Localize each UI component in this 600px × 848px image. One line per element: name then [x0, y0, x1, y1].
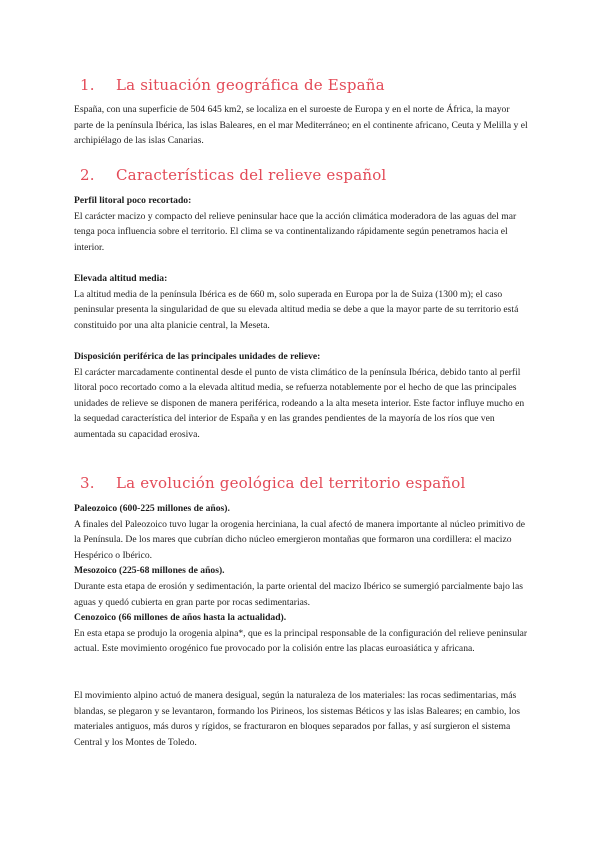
section-heading [74, 166, 530, 190]
paragraph: La altitud media de la península Ibérica es de 660 m, solo superada en Europa por la de Suiza (1300 m); el caso peninsular presenta la singularidad de que su elevada altitud media se debe a que la mayor parte de su territorio está constituido por una alta planicie central, la Meseta. [74, 288, 519, 331]
paragraph: En esta etapa se produjo la orogenia alpina*, que es la principal responsable de la configuración del relieve peninsular actual. Este movimiento orogénico fue provocado por la colisión entre las placas euroasiática y africana. [74, 627, 528, 655]
subheading: Paleozoico (600-225 millones de años). [74, 503, 230, 514]
section-situacion [74, 76, 530, 149]
section-paragraph: España, con una superficie de 504 645 km2, se localiza en el suroeste de Europa y en el norte de África, la mayor parte de la península Ibérica, las islas Baleares, en el mar Mediterráneo; en el continente africano, Ceuta y Melilla y el archipiélago de las islas Canarias. [74, 104, 528, 147]
paragraph: El carácter macizo y compacto del relieve peninsular hace que la acción climática moderadora de las aguas del mar tenga poca influencia sobre el territorio. El clima se va continentalizando rápidamente según penetramos hacia el interior. [74, 210, 517, 253]
subheading: Disposición periférica de las principales unidades de relieve: [74, 350, 321, 362]
paragraph: A finales del Paleozoico tuvo lugar la orogenia herciniana, la cual afectó de manera importante al núcleo primitivo de la Península. De los mares que cubrían dicho núcleo emergieron montañas que formaron una cordillera: el macizo Hespérico o Ibérico. [74, 518, 525, 561]
section-number: 2. [80, 166, 95, 184]
section-title: Características del relieve español [116, 166, 387, 184]
paragraph: Durante esta etapa de erosión y sedimentación, la parte oriental del macizo Ibérico se sumergió parcialmente bajo las aguas y quedó cubierta en gran parte por rocas sedimentarias. [74, 580, 523, 608]
paragraph: El carácter marcadamente continental desde el punto de vista climático de la península Ibérica, debido tanto al perfil litoral poco recortado como a la elevada altitud media, se refuerza notablemente por el hecho de que las principales unidades de relieve se disponen de manera periférica, rodeando a la alta meseta interior. Este factor influye mucho en la sequedad característica del interior de España y en las grandes pendientes de la mayoría de los ríos que ven aumentada su capacidad erosiva. [74, 366, 525, 440]
closing-paragraph: El movimiento alpino actuó de manera desigual, según la naturaleza de los materiales: las rocas sedimentarias, más blandas, se plegaron y se levantaron, formando los Pirineos, los sistemas Béticos y las islas Baleares; en cambio, los materiales antiguos, más duros y rígidos, se fracturaron en bloques separados por fallas, y así surgieron el sistema Central y los Montes de Toledo. [74, 690, 521, 748]
section-number: 1. [80, 76, 95, 94]
subheading: Elevada altitud media: [74, 272, 168, 284]
subheading: Cenozoico (66 millones de años hasta la actualidad). [74, 612, 287, 624]
section-title: La situación geográfica de España [116, 76, 385, 94]
subheading: Perfil litoral poco recortado: [74, 195, 192, 206]
section-number: 3. [80, 474, 95, 492]
subheading: Mesozoico (225-68 millones de años). [74, 565, 225, 577]
section-relieve [74, 166, 530, 443]
section-heading [74, 474, 530, 498]
section-evolucion [74, 474, 530, 751]
section-title: La evolución geológica del territorio español [116, 474, 466, 492]
section-heading [74, 76, 530, 100]
